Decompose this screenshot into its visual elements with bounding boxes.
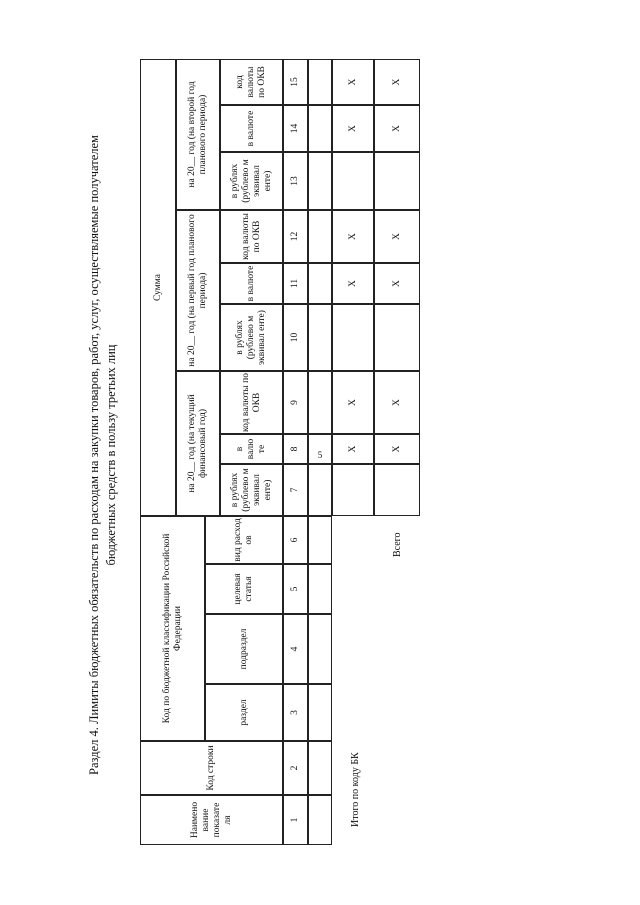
total-bk-x: X [332, 210, 374, 263]
header-expense-type: вид расход ов [205, 516, 283, 564]
column-number: 12 [283, 210, 308, 263]
column-number: 14 [283, 105, 308, 152]
header-year-current: на 20__ год (на текущий финансовый год) [176, 371, 220, 516]
data-cell [308, 464, 332, 516]
header-year-second: на 20__ год (на второй год планового периода) [176, 59, 220, 210]
page-number: 5 [317, 450, 323, 460]
total-bk-x: X [332, 434, 374, 464]
column-number: 4 [283, 614, 308, 684]
data-cell [308, 152, 332, 210]
column-number: 2 [283, 741, 308, 795]
total-bk-x: X [332, 263, 374, 304]
header-currency-second: в валюте [220, 105, 283, 152]
section-title [86, 65, 120, 845]
header-currency-first: в валюте [220, 263, 283, 304]
data-cell [308, 614, 332, 684]
header-row-code: Код строки [140, 741, 283, 795]
column-number: 10 [283, 304, 308, 371]
column-number: 11 [283, 263, 308, 304]
header-year-first: на 20__ год (на первый год планового периода) [176, 210, 220, 371]
total-all-x: X [374, 210, 420, 263]
column-number: 6 [283, 516, 308, 564]
column-number: 1 [283, 795, 308, 845]
header-rub-second: в рублях (рублево м эквивал енте) [220, 152, 283, 210]
column-number: 7 [283, 464, 308, 516]
header-okv-current: код валюты по ОКВ [220, 371, 283, 434]
data-cell [308, 684, 332, 741]
total-all-cell [374, 152, 420, 210]
total-bk-x: X [332, 105, 374, 152]
data-cell [308, 516, 332, 564]
data-cell [308, 371, 332, 434]
header-okv-second: код валюты по ОКВ [220, 59, 283, 105]
total-all-x: X [374, 371, 420, 434]
header-target-article: целевая статья [205, 564, 283, 614]
data-cell [308, 741, 332, 795]
header-okv-first: код валюты по ОКВ [220, 210, 283, 263]
total-all-cell [374, 304, 420, 371]
column-number: 8 [283, 434, 308, 464]
data-cell [308, 795, 332, 845]
total-bk-cell [332, 304, 374, 371]
total-all-label: Всего [392, 532, 403, 557]
header-sum: Сумма [140, 59, 176, 516]
header-subsection: подраздел [205, 614, 283, 684]
data-cell [308, 304, 332, 371]
title-line-2: бюджетных средств в пользу третьих лиц [104, 344, 118, 566]
total-all-cell [374, 464, 420, 516]
total-bk-x: X [332, 59, 374, 105]
header-rub-first: в рублях (рублево м эквивал енте) [220, 304, 283, 371]
data-cell [308, 434, 332, 464]
total-bk-cell [332, 464, 374, 516]
total-all-x: X [374, 59, 420, 105]
total-bk-x: X [332, 371, 374, 434]
column-number: 5 [283, 564, 308, 614]
total-bk-cell [332, 152, 374, 210]
header-bk-code: Код по бюджетной классификации Российской Федерации [140, 516, 205, 741]
data-cell [308, 105, 332, 152]
total-all-x: X [374, 434, 420, 464]
header-currency-current: в валю те [220, 434, 283, 464]
column-number: 3 [283, 684, 308, 741]
data-cell [308, 210, 332, 263]
title-line-1: Раздел 4. Лимиты бюджетных обязательств по расходам на закупки товаров, работ, услуг, осуществляемые получателем [87, 135, 101, 775]
data-cell [308, 564, 332, 614]
header-section: раздел [205, 684, 283, 741]
total-by-bk-label: Итого по коду БК [350, 752, 361, 827]
column-number: 15 [283, 59, 308, 105]
header-name: Наимено вание показате ля [140, 795, 283, 845]
data-cell [308, 263, 332, 304]
total-all-x: X [374, 263, 420, 304]
header-rub-current: в рублях (рублево м эквивал енте) [220, 464, 283, 516]
column-number: 13 [283, 152, 308, 210]
column-number: 9 [283, 371, 308, 434]
data-cell [308, 59, 332, 105]
total-all-x: X [374, 105, 420, 152]
